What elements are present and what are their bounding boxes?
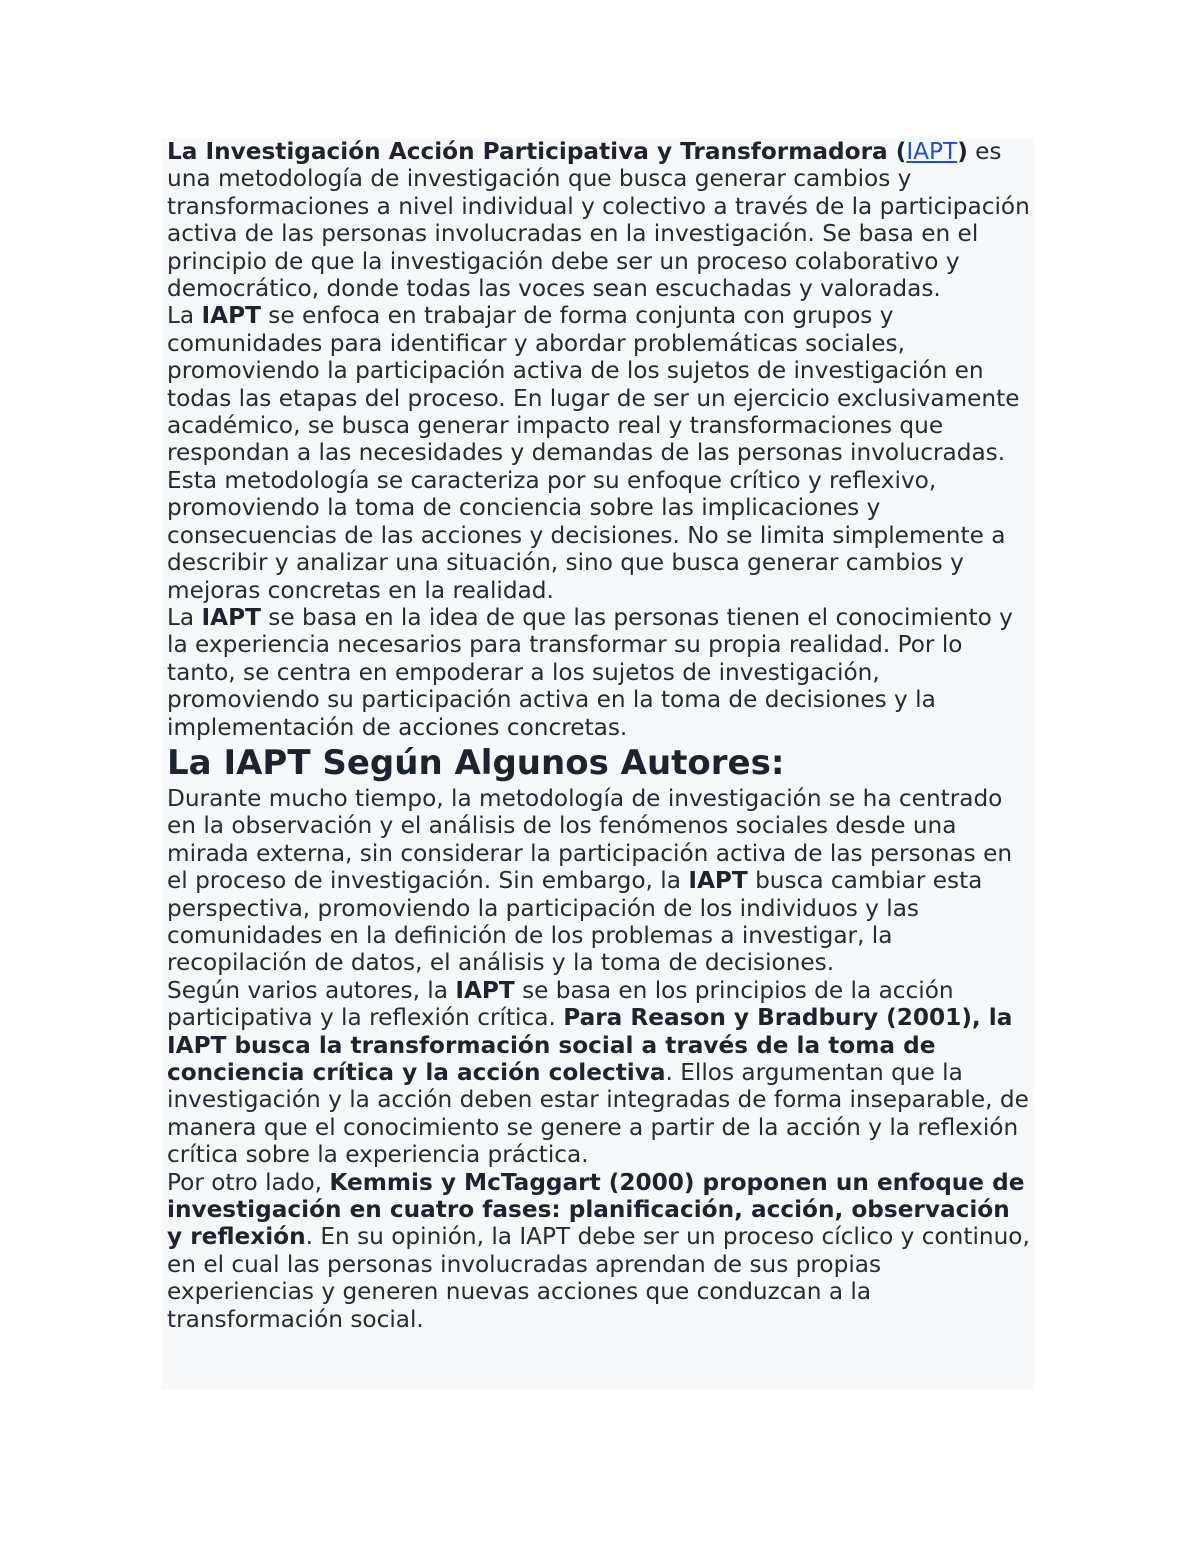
p6-bold2: Para Reason y Bradbury (2001), la IAPT busca la transformación social a través de la toma de conciencia crítica y la acción colectiva xyxy=(167,1004,1013,1086)
intro-paren-close: ) xyxy=(957,138,968,165)
p5-bold: IAPT xyxy=(688,867,748,895)
intro-title: La Investigación Acción Participativa y Transformadora xyxy=(167,138,888,165)
p4-after: se basa en la idea de que las personas tienen el conocimiento y la experiencia necesarios para transformar su propia realidad. Por lo tanto, se centra en empoderar a los sujetos de investigación, promoviendo su participación activa en la toma de decisiones y la implementación de acciones concretas. xyxy=(167,603,1013,741)
paragraph-perspectiva xyxy=(167,785,1030,977)
p6-after: . Ellos argumentan que la investigación y la acción deben estar integradas de forma inseparable, de manera que el conocimiento se genere a partir de la acción y la reflexión crítica sobre la experiencia práctica. xyxy=(167,1059,1029,1169)
paragraph-autores xyxy=(167,977,1030,1169)
p7-after: . En su opinión, la IAPT debe ser un proceso cíclico y continuo, en el cual las personas involucradas aprendan de sus propias experiencias y generen nuevas acciones que conduzcan a la transformación social. xyxy=(167,1223,1030,1333)
p4-bold: IAPT xyxy=(201,603,261,631)
section-heading: La IAPT Según Algunos Autores: xyxy=(167,742,785,783)
p5-before: Durante mucho tiempo, la metodología de investigación se ha centrado en la observación y el análisis de los fenómenos sociales desde una mirada externa, sin considerar la participación activa de las personas en el proceso de investigación. Sin embargo, la xyxy=(167,784,1013,895)
p3-text: Esta metodología se caracteriza por su enfoque crítico y reflexivo, promoviendo la toma de conciencia sobre las implicaciones y consecuencias de las acciones y decisiones. No se limita simplemente a describir y analizar una situación, sino que busca generar cambios y mejoras concretas en la realidad. xyxy=(167,466,1006,604)
p6-bold1: IAPT xyxy=(455,976,515,1004)
intro-text: es una metodología de investigación que busca generar cambios y transformaciones a nivel individual y colectivo a través de la participación activa de las personas involucradas en la investigación. Se basa en el principio de que la investigación debe ser un proceso colaborativo y democrático, donde todas las voces sean escuchadas y valoradas. xyxy=(167,138,1030,303)
paragraph-intro xyxy=(167,138,1030,302)
paragraph-fases xyxy=(167,1169,1030,1333)
paragraph-conocimiento xyxy=(167,604,1030,741)
p2-after: se enfoca en trabajar de forma conjunta con grupos y comunidades para identificar y abordar problemáticas sociales, promoviendo la participación activa de los sujetos de investigación en todas las etapas del proceso. En lugar de ser un ejercicio exclusivamente académico, se busca generar impacto real y transformaciones que respondan a las necesidades y demandas de las personas involucradas. xyxy=(167,302,1020,467)
p6-middle: se basa en los principios de la acción participativa y la reflexión crítica. xyxy=(167,976,954,1032)
iapt-link[interactable]: IAPT xyxy=(906,138,958,165)
paragraph-caracteristicas xyxy=(167,467,1030,604)
p2-bold: IAPT xyxy=(201,302,261,330)
paragraph-enfoque xyxy=(167,302,1030,466)
p2-before: La xyxy=(167,302,202,330)
p7-bold: Kemmis y McTaggart (2000) proponen un enfoque de investigación en cuatro fases: planificación, acción, observación y reflexión xyxy=(167,1168,1025,1251)
p5-after: busca cambiar esta perspectiva, promoviendo la participación de los individuos y las comunidades en la definición de los problemas a investigar, la recopilación de datos, el análisis y la toma de decisiones. xyxy=(167,867,983,977)
intro-paren-open: ( xyxy=(887,138,907,165)
p4-before: La xyxy=(167,603,202,631)
p7-before: Por otro lado, xyxy=(167,1168,330,1196)
p6-before: Según varios autores, la xyxy=(167,976,456,1004)
document-body xyxy=(162,138,1034,1390)
